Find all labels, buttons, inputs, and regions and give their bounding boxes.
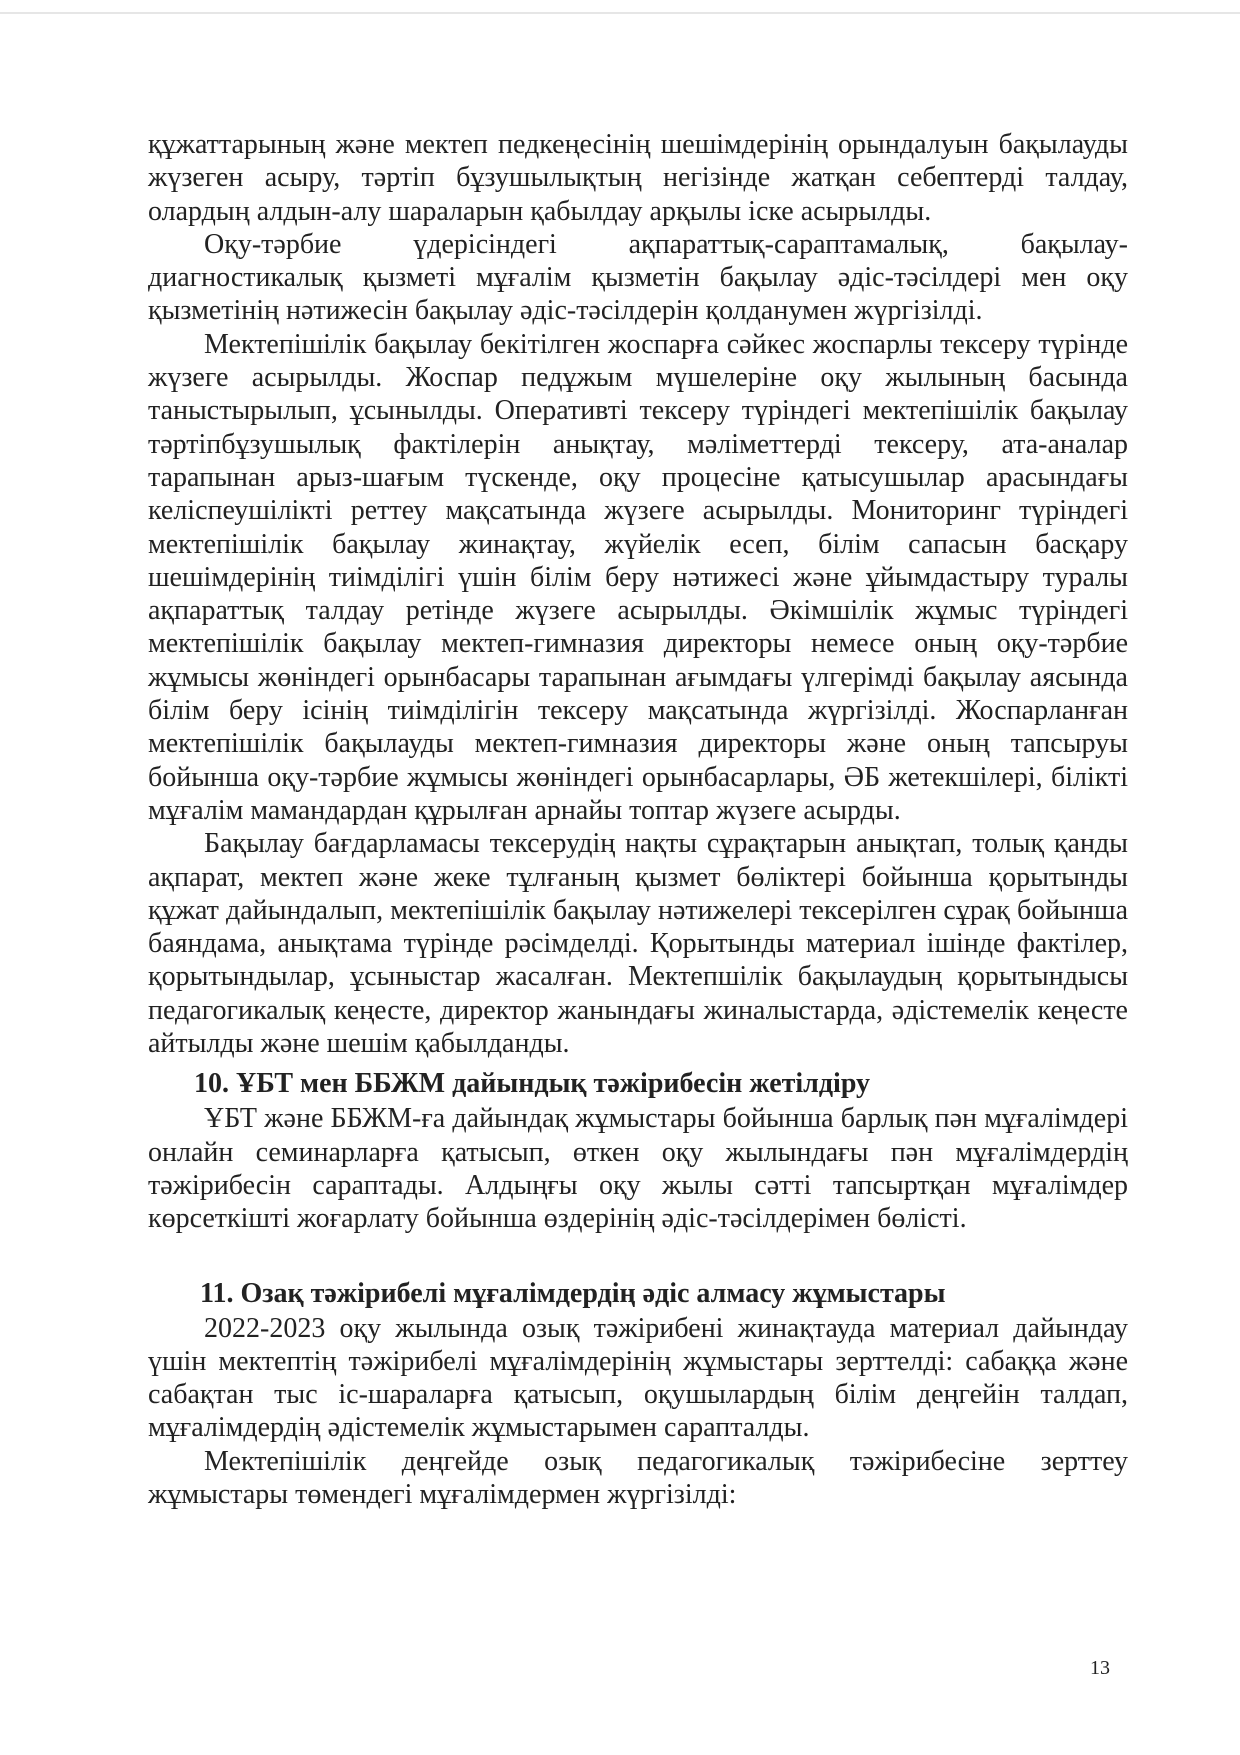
paragraph-continuation: құжаттарының және мектеп педкеңесінің шешімдерінің орындалуын бақылауды жүзеген асыру, тәртіп бұзушылықтың негізінде жатқан себептерді талдау, олардың алдын-алу шараларын қабылдау арқылы іске асырылды. [148,129,1128,227]
section-10-heading: 10. ҰБТ мен ББЖМ дайындық тәжірибесін жетілдіру [194,1068,871,1100]
section-10-text: ҰБТ және ББЖМ-ға дайындақ жұмыстары бойынша барлық пән мұғалімдері онлайн семинарларға қатысып, өткен оқу жылындағы пән мұғалімдердің тәжірибесін сараптады. Алдыңғы оқу жылы сәтті тапсыртқан мұғалімдер көрсеткішті жоғарлату бойынша өздерінің әдіс-тәсілдерімен бөлісті. [148,1103,1128,1235]
section-11-paragraph-1: 2022-2023 оқу жылында озық тәжірибені жинақтауда материал дайындау үшін мектептің тәжірибелі мұғалімдерінің жұмыстары зерттелді: сабаққа және сабақтан тыс іс-шараларға қатысып, оқушылардың білім деңгейін талдап, мұғалімдердің әдістемелік жұмыстарымен сарапталды. [148,1312,1128,1444]
section-11-heading: 11. Озақ тәжірибелі мұғалімдердің әдіс алмасу жұмыстары [200,1277,946,1309]
document-page [148,128,1128,1511]
paragraph-control-program: Бақылау бағдарламасы тексерудің нақты сұрақтарын анықтап, толық қанды ақпарат, мектеп және жеке тұлғаның қызмет бөліктері бойынша қорытынды құжат дайындалып, мектепішілік бақылау нәтижелері тексерілген сұрақ бойынша баяндама, анықтама түрінде рәсімделді. Қорытынды материал ішінде фактілер, қорытындылар, ұсыныстар жасалған. Мектепшілік бақылаудың қорытындысы педагогикалық кеңесте, директор жанындағы жиналыстарда, әдістемелік кеңесте айтылды және шешім қабылданды. [148,828,1128,1060]
page-number: 13 [1090,1657,1110,1679]
scan-edge-line [0,12,1240,14]
paragraph-control-plan: Мектепішілік бақылау бекітілген жоспарға сәйкес жоспарлы тексеру түрінде жүзеге асырылды. Жоспар педұжым мүшелеріне оқу жылының басында таныстырылып, ұсынылды. Оперативті тексеру түріндегі мектепішілік бақылау тәртіпбұзушылық фактілерін анықтау, мәліметтерді тексеру, ата-аналар тарапынан арыз-шағым түскенде, оқу процесіне қатысушылар арасындағы келіспеушілікті реттеу мақсатында жүзеге асырылды. Мониторинг түріндегі мектепішілік бақылау жинақтау, жүйелік есеп, білім сапасын басқару шешімдерінің тиімділігі үшін білім беру нәтижесі және ұйымдастыру туралы ақпараттық талдау ретінде жүзеге асырылды. Әкімшілік жұмыс түріндегі мектепішілік бақылау мектеп-гимназия директоры немесе оның оқу-тәрбие жұмысы жөніндегі орынбасары тарапынан ағымдағы үлгерімді бақылау аясында білім беру ісінің тиімділігін тексеру мақсатында жүргізілді. Жоспарланған мектепішілік бақылауды мектеп-гимназия директоры және оның тапсыруы бойынша оқу-тәрбие жұмысы жөніндегі орынбасарлары, ӘБ жетекшілері, білікті мұғалім мамандардан құрылған арнайы топтар жүзеге асырды. [148,328,1128,826]
section-11-paragraph-2: Мектепішілік деңгейде озық педагогикалық тәжірибесіне зерттеу жұмыстары төмендегі мұғалімдермен жүргізілді: [148,1445,1128,1510]
paragraph-info-analytic: Оқу-тәрбие үдерісіндегі ақпараттық-сараптамалық, бақылау-диагностикалық қызметі мұғалім қызметін бақылау әдіс-тәсілдері мен оқу қызметінің нәтижесін бақылау әдіс-тәсілдерін қолданумен жүргізілді. [148,228,1128,327]
